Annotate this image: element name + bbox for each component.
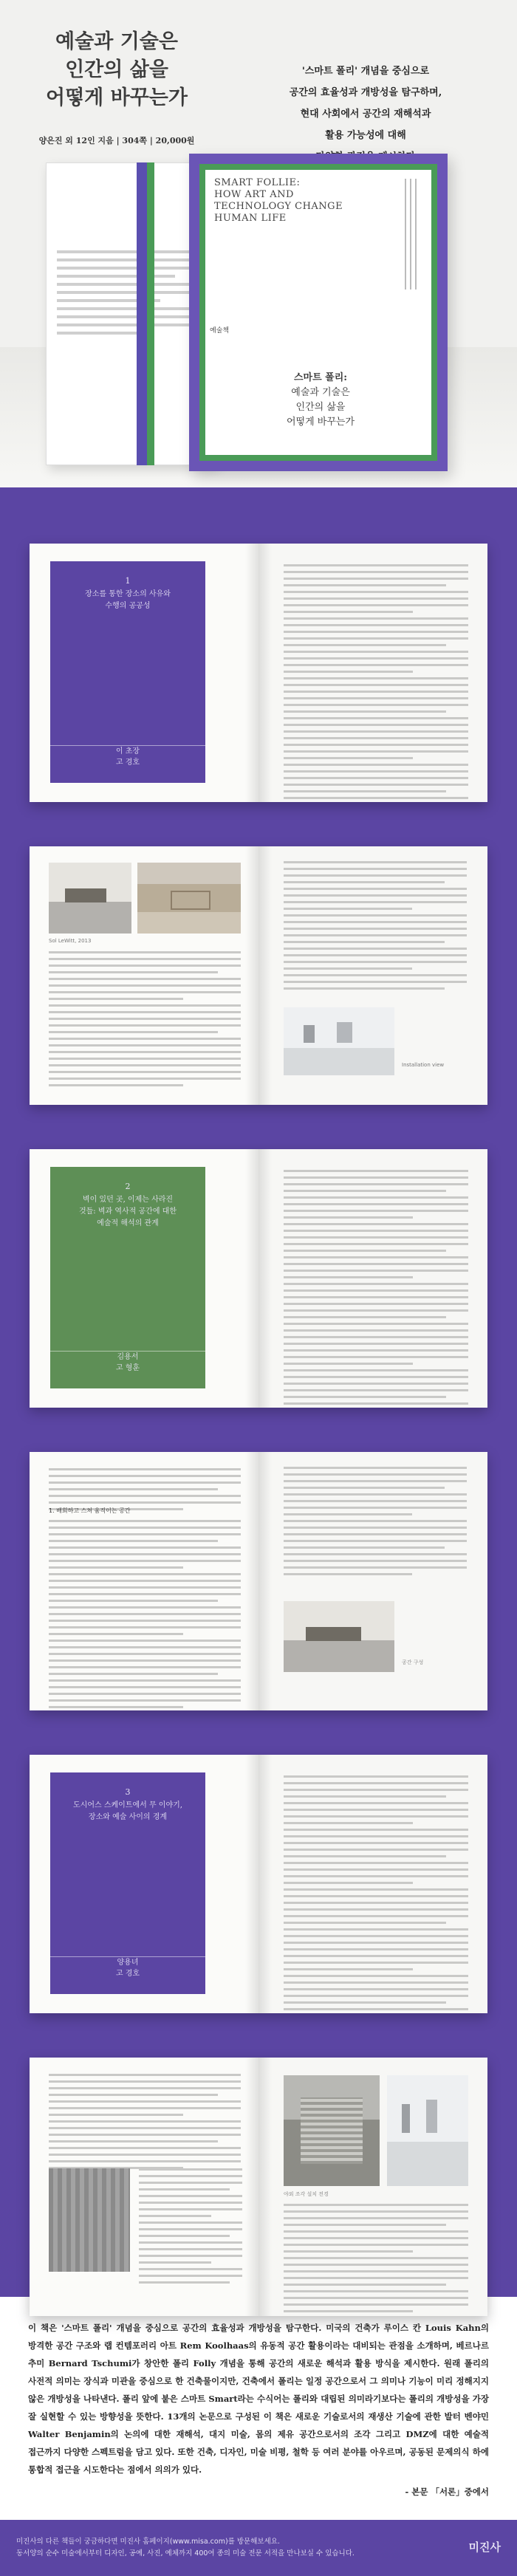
chapter-authors (50, 736, 205, 768)
cover-ko-line: 스마트 폴리: (293, 372, 348, 383)
photo-image (284, 1601, 394, 1672)
left-page (30, 544, 258, 802)
cover-en-line: HUMAN LIFE (214, 213, 287, 224)
book-description (0, 2297, 517, 2520)
chapter-author: 고 형훈 (115, 1364, 140, 1372)
body-text (284, 1170, 468, 1408)
book-spread (30, 2058, 487, 2316)
chapter-opener (50, 1167, 205, 1388)
body-text (49, 1520, 241, 1710)
photo-caption: 공간 구성 (402, 1659, 424, 1665)
left-page (30, 1149, 258, 1408)
cover-ko-line: 인간의 삶을 (295, 402, 346, 413)
chapter-author: 고 경호 (115, 758, 140, 767)
book-spine (137, 162, 147, 465)
chapter-author: 김용서 (117, 1353, 139, 1361)
cover-vertical-text (405, 179, 427, 290)
photo-image (284, 1007, 394, 1075)
chapter-title (61, 589, 195, 612)
right-page (258, 1149, 487, 1408)
chapter-title-line: 장소와 예술 사이의 경계 (88, 1813, 168, 1821)
chapter-opener (50, 1772, 205, 1994)
chapter-title (61, 1800, 195, 1823)
footer-notice (16, 2536, 355, 2560)
book-spread (30, 544, 487, 802)
chapter-number: 1 (125, 576, 131, 586)
cover-side-label: 예술책 (210, 327, 230, 335)
left-page (30, 1755, 258, 2013)
book-title-line: 예술과 기술은 (55, 30, 178, 53)
chapter-opener (50, 561, 205, 783)
book-front-cover (189, 154, 448, 471)
chapter-author: 양용녀 (117, 1959, 139, 1967)
book-spread (30, 846, 487, 1105)
publisher-logo: 미진사 (468, 2541, 501, 2554)
publisher-footer (0, 2520, 517, 2576)
book-meta: 양은진 외 12인 지음 | 304쪽 | 20,000원 (38, 136, 195, 145)
photo-image (284, 2075, 380, 2186)
chapter-authors (50, 1342, 205, 1374)
book-title-line: 어떻게 바꾸는가 (46, 86, 188, 109)
cover-ko-line: 어떻게 바꾸는가 (287, 417, 355, 428)
book-title-line: 인간의 삶을 (65, 58, 168, 81)
chapter-author: 이 초장 (115, 747, 140, 756)
book-spread (30, 1452, 487, 1710)
cover-korean-title (287, 371, 355, 430)
cover-en-line: TECHNOLOGY CHANGE (214, 201, 343, 212)
cover-en-line: HOW ART AND (214, 189, 294, 200)
body-text (139, 2168, 242, 2288)
cover-en-line: SMART FOLLIE: (214, 177, 301, 188)
chapter-number: 3 (125, 1787, 131, 1797)
body-text (284, 1467, 467, 1580)
description-paragraph: 이 책은 '스마트 폴리' 개념을 중심으로 공간의 효율성과 개방성을 탐구한다. 미국의 건축가 루이스 칸 Louis Kahn의 방격한 공간 구조와 랩 컨템포러리 아트 Rem Koolhaas의 유동적 공간 활용이라는 대비되는 관점을 소개하며, 베르나르 추미 Bernard Tschumi가 창안한 폴리 Folly 개념을 통해 공간의 새로운 해석과 활용 방식을 제시한다. 원래 폴리의 사전적 의미는 장식과 미관을 중심으로 한 건축물이지만, 건축에서 폴리는 일정 공간으로서 그 의미나 기능이 미리 정해지지 않은 개방성을 나타낸다. 폴리 앞에 붙은 스마트 Smart라는 수식어는 폴리와 대립된 의미라기보다는 폴리의 개방성을 가장 잘 실현할 수 있는 방향성을 뜻한다. 13개의 논문으로 구성된 이 책은 새로운 기술로서의 재생산 기술에 관한 발터 벤야민 Walter Benjamin의 논의에 대한 재해석, 대지 미술, 몸의 제유 공간으로서의 조각 그리고 DMZ에 대한 예술적 접근까지 다양한 스펙트럼을 담고 있다. 또한 건축, 디자인, 미술 비평, 철학 등 여러 분야를 아우르며, 공동된 문제의식 하에 통합적 접근을 시도한다는 점에서 의의가 있다. (28, 2323, 489, 2475)
photo-caption: Sol LeWitt, 2013 (49, 938, 92, 944)
photo-caption: Installation view (402, 1062, 445, 1068)
book-tagline (222, 61, 510, 168)
book-title (21, 28, 213, 112)
back-cover-text (57, 250, 205, 340)
left-page (30, 846, 258, 1105)
cover-english-title (214, 177, 343, 225)
tagline-line: 공간의 효율성과 개방성을 탐구하며, (289, 87, 442, 98)
description-source: - 본문 「서론」중에서 (405, 2487, 489, 2497)
chapter-title-line: 수행의 공공성 (105, 602, 151, 610)
chapter-title-line: 것들: 벽과 역사적 공간에 대한 (78, 1208, 177, 1216)
chapter-title-line: 예술적 해석의 관계 (97, 1219, 159, 1227)
body-text (284, 564, 468, 802)
chapter-title (61, 1194, 195, 1230)
body-text (49, 951, 241, 1091)
photo-image (49, 2168, 130, 2272)
book-spread (30, 1755, 487, 2013)
chapter-title-line: 도시어스 스케이트에서 무 이야기, (73, 1801, 182, 1809)
book-spread (30, 1149, 487, 1408)
footer-notice-line: 미진사의 다른 책들이 궁금하다면 미진사 홈페이지(www.misa.com)를 방문해보세요. (16, 2538, 280, 2546)
body-text (284, 1775, 468, 2013)
chapter-author: 고 경호 (115, 1970, 140, 1978)
left-page (30, 2058, 258, 2316)
page-spreads-section (0, 487, 517, 2297)
book-spine-stripe (147, 162, 154, 465)
right-page (258, 2058, 487, 2316)
photo-image (49, 863, 131, 934)
right-page (258, 846, 487, 1105)
tagline-line: 활용 가능성에 대해 (325, 130, 406, 141)
photo-caption: 야외 조각 설치 전경 (284, 2191, 329, 2197)
tagline-line: 현대 사회에서 공간의 재해석과 (300, 109, 431, 120)
left-page (30, 1452, 258, 1710)
footer-notice-line: 동서양의 순수 미술에서부터 디자인, 공예, 사진, 예체까지 400여 종의 미술 전문 서적을 만나보실 수 있습니다. (16, 2549, 355, 2558)
section-heading: 1. 배회하고 스쳐 움직이는 공간 (49, 1507, 131, 1514)
chapter-number: 2 (125, 1182, 131, 1191)
right-page (258, 1755, 487, 2013)
photo-image (137, 863, 241, 934)
chapter-title-line: 벽이 있던 곳, 이제는 사라진 (82, 1196, 174, 1204)
body-text (284, 861, 467, 994)
chapter-title-line: 장소를 통한 장소의 사유와 (85, 590, 171, 598)
tagline-line: '스마트 폴리' 개념을 중심으로 (301, 66, 430, 77)
body-text (49, 2074, 241, 2174)
right-page (258, 544, 487, 802)
photo-image (387, 2075, 468, 2186)
right-page (258, 1452, 487, 1710)
chapter-authors (50, 1948, 205, 1979)
cover-ko-line: 예술과 기술은 (291, 387, 350, 398)
hero-section (0, 0, 517, 487)
